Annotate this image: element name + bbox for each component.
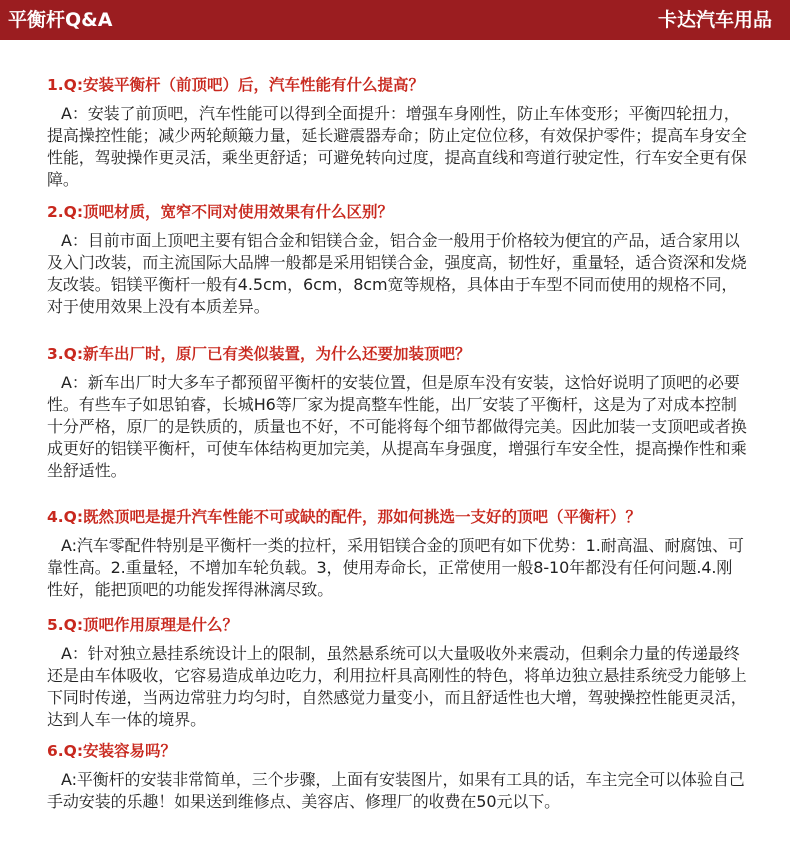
header-bar	[0, 0, 790, 40]
question-1: 1.Q:安装平衡杆（前顶吧）后，汽车性能有什么提高？	[47, 76, 425, 94]
answer-2: A：目前市面上顶吧主要有铝合金和铝镁合金，铝合金一般用于价格较为便宜的产品，适合家用以及入门改装，而主流国际大品牌一般都是采用铝镁合金，强度高，韧性好，重量轻，适合资深和发烧友改装。铝镁平衡杆一般有4.5cm，6cm，8cm宽等规格，具体由于车型不同而使用的规格不同，对于使用效果上没有本质差异。	[47, 231, 747, 316]
question-5: 5.Q:顶吧作用原理是什么？	[47, 616, 239, 634]
qa-item-2	[47, 201, 747, 318]
answer-4: A:汽车零配件特别是平衡杆一类的拉杆，采用铝镁合金的顶吧有如下优势：1.耐高温、耐腐蚀、可靠性高。2.重量轻，不增加车轮负载。3，使用寿命长，正常使用一般8-10年都没有任何问题.4.刚性好，能把顶吧的功能发挥得淋漓尽致。	[47, 536, 744, 599]
question-2: 2.Q:顶吧材质，宽窄不同对使用效果有什么区别？	[47, 203, 394, 221]
question-3: 3.Q:新车出厂时，原厂已有类似装置，为什么还要加装顶吧？	[47, 345, 471, 363]
page-title: 平衡杆Q&A	[8, 9, 113, 31]
answer-5: A：针对独立悬挂系统设计上的限制，虽然悬系统可以大量吸收外来震动，但剩余力量的传递最终还是由车体吸收，它容易造成单边吃力，利用拉杆具高刚性的特色，将单边独立悬挂系统受力能够上下同时传递，当两边常驻力均匀时，自然感觉力量变小，而且舒适性也大增，驾驶操控性能更灵活，达到人车一体的境界。	[47, 644, 747, 729]
answer-3: A：新车出厂时大多车子都预留平衡杆的安装位置，但是原车没有安装，这恰好说明了顶吧的必要性。有些车子如思铂睿，长城H6等厂家为提高整车性能，出厂安装了平衡杆，这是为了对成本控制十分严格，原厂的是铁质的，质量也不好，不可能将每个细节都做得完美。因此加装一支顶吧或者换成更好的铝镁平衡杆，可使车体结构更加完美，从提高车身强度，增强行车安全性，提高操作性和乘坐舒适性。	[47, 373, 747, 480]
qa-item-3	[47, 343, 747, 482]
question-6: 6.Q:安装容易吗？	[47, 742, 177, 760]
qa-item-6	[47, 740, 747, 813]
answer-1: A：安装了前顶吧，汽车性能可以得到全面提升：增强车身刚性，防止车体变形；平衡四轮扭力，提高操控性能；减少两轮颠簸力量，延长避震器寿命；防止定位位移，有效保护零件；提高车身安全性能，驾驶操作更灵活，乘坐更舒适；可避免转向过度，提高直线和弯道行驶定性，行车安全更有保障。	[47, 104, 747, 189]
qa-item-4	[47, 506, 747, 601]
question-4: 4.Q:既然顶吧是提升汽车性能不可或缺的配件，那如何挑选一支好的顶吧（平衡杆）？	[47, 508, 642, 526]
brand-name: 卡达汽车用品	[657, 9, 772, 31]
answer-6: A:平衡杆的安装非常简单，三个步骤，上面有安装图片，如果有工具的话，车主完全可以体验自己手动安装的乐趣！如果送到维修点、美容店、修理厂的收费在50元以下。	[47, 770, 745, 811]
qa-item-5	[47, 614, 747, 731]
qa-item-1	[47, 74, 747, 191]
